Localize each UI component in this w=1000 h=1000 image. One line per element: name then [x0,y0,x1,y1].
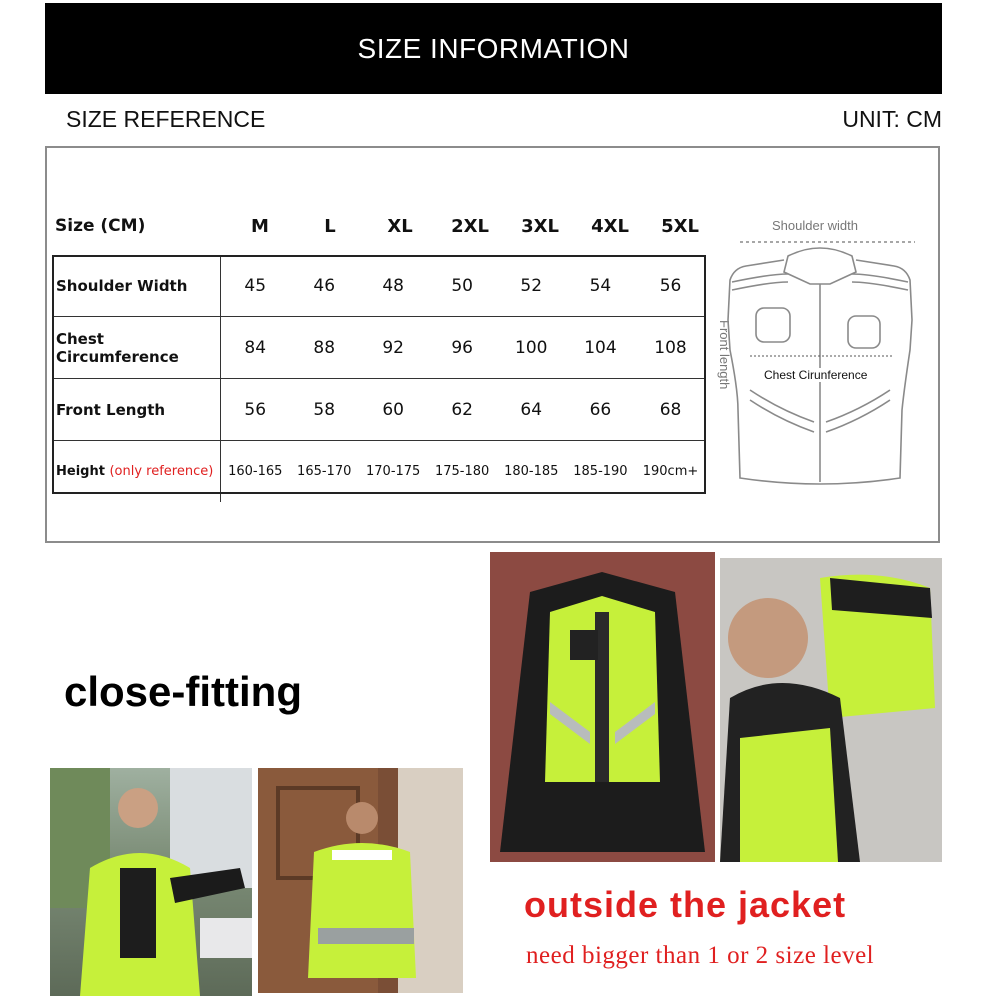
table-cell: 96 [428,317,497,379]
table-cell: 46 [313,275,336,296]
close-fitting-title: close-fitting [64,668,302,715]
table-cell: 66 [566,379,635,441]
table-cell: 56 [220,379,289,441]
size-col-header: M [251,215,269,237]
table-row [52,255,706,317]
table-cell: 68 [635,379,706,441]
banner-title: SIZE INFORMATION [357,32,630,64]
table-cell: 175-180 [428,441,497,503]
row-label [52,441,220,503]
table-cell: 54 [589,275,612,296]
row-label: Front Length [52,379,220,441]
jacket-photo [490,552,715,862]
size-info-banner [45,3,942,94]
table-cell: 50 [451,275,473,296]
table-cell: 160-165 [220,441,289,503]
table-cell: 60 [359,379,428,441]
table-row [52,317,706,379]
table-cell: 84 [220,317,289,379]
row-label: Chest Circumference [52,317,220,379]
table-cell: 48 [382,275,404,296]
table-cell: 58 [290,379,359,441]
table-cell: 100 [497,317,566,379]
vest-diagram [710,210,930,500]
size-col-header: 4XL [591,215,629,237]
back-view-photo [258,768,463,993]
height-label: Height [56,464,105,479]
size-col-header: 5XL [661,215,699,237]
jacket-photo-icon [490,552,715,862]
outside-jacket-title: outside the jacket [524,884,847,925]
size-corner-label: Size (CM) [55,216,146,236]
shoulder-width-label: Shoulder width [772,218,858,233]
table-cell: 170-175 [359,441,428,503]
table-row [52,379,706,441]
selfie-photo [720,558,942,862]
unit-label: UNIT: CM [842,106,942,132]
table-cell: 180-185 [497,441,566,503]
size-header-row [55,206,715,246]
size-col-header: L [324,215,336,237]
table-cell: 92 [359,317,428,379]
table-cell: 190cm+ [635,441,706,503]
selfie-photo-icon [720,558,942,862]
rider-photo-icon [50,768,252,996]
size-table [52,255,706,502]
table-cell: 165-170 [290,441,359,503]
table-cell: 88 [290,317,359,379]
table-cell: 52 [520,275,543,296]
table-cell: 62 [428,379,497,441]
table-row [52,441,706,503]
table-cell: 45 [244,275,267,296]
size-reference-label: SIZE REFERENCE [66,106,266,132]
size-col-header: XL [387,215,413,237]
back-view-photo-icon [258,768,463,993]
rider-photo [50,768,252,996]
vest-outline-icon [710,210,930,500]
chest-label: Chest Cirunference [764,368,868,382]
table-cell: 56 [659,275,682,296]
table-cell: 104 [566,317,635,379]
size-col-header: 3XL [521,215,559,237]
table-cell: 108 [635,317,706,379]
table-cell: 185-190 [566,441,635,503]
front-length-label: Front length [717,320,732,390]
bigger-size-note: need bigger than 1 or 2 size level [526,942,875,969]
size-col-header: 2XL [451,215,489,237]
height-note: (only reference) [109,464,214,479]
table-cell: 64 [497,379,566,441]
row-label: Shoulder Width [52,255,220,317]
